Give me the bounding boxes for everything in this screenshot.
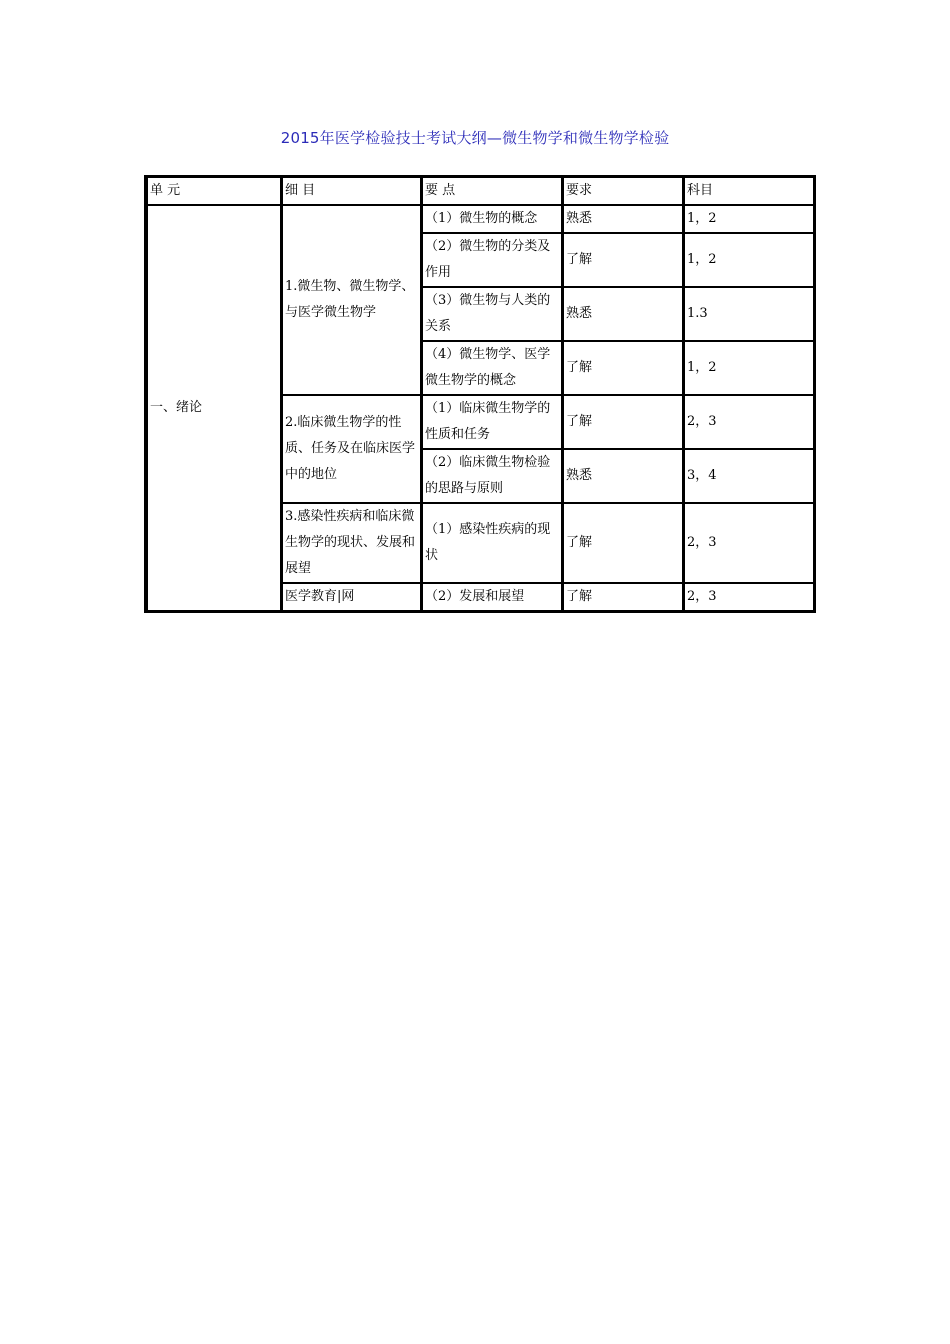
requirement-cell: 了解 — [562, 583, 683, 611]
page-title: 2015年医学检验技士考试大纲—微生物学和微生物学检验 — [280, 129, 670, 147]
unit-cell: 一、绪论 — [146, 205, 281, 611]
table-header-row — [146, 177, 814, 205]
point-cell: （3）微生物与人类的关系 — [421, 287, 562, 341]
requirement-cell: 熟悉 — [562, 205, 683, 233]
point-cell: （1）感染性疾病的现状 — [421, 503, 562, 583]
header-subject: 科目 — [683, 177, 814, 205]
header-detail: 细 目 — [281, 177, 421, 205]
point-cell: （4）微生物学、医学微生物学的概念 — [421, 341, 562, 395]
subject-cell: 2，3 — [683, 503, 814, 583]
requirement-cell: 了解 — [562, 233, 683, 287]
requirement-cell: 了解 — [562, 341, 683, 395]
header-requirement: 要求 — [562, 177, 683, 205]
detail-cell: 2.临床微生物学的性质、任务及在临床医学中的地位 — [281, 395, 421, 503]
detail-cell: 医学教育|网 — [281, 583, 421, 611]
requirement-cell: 熟悉 — [562, 449, 683, 503]
subject-cell: 1，2 — [683, 341, 814, 395]
point-cell: （2）微生物的分类及作用 — [421, 233, 562, 287]
subject-cell: 1.3 — [683, 287, 814, 341]
subject-cell: 1，2 — [683, 205, 814, 233]
subject-cell: 3，4 — [683, 449, 814, 503]
detail-cell: 1.微生物、微生物学、与医学微生物学 — [281, 205, 421, 395]
point-cell: （1）微生物的概念 — [421, 205, 562, 233]
syllabus-table — [144, 175, 816, 613]
subject-cell: 2，3 — [683, 395, 814, 449]
table-row — [146, 205, 814, 233]
requirement-cell: 了解 — [562, 395, 683, 449]
detail-cell: 3.感染性疾病和临床微生物学的现状、发展和展望 — [281, 503, 421, 583]
header-unit: 单 元 — [146, 177, 281, 205]
requirement-cell: 熟悉 — [562, 287, 683, 341]
requirement-cell: 了解 — [562, 503, 683, 583]
header-point: 要 点 — [421, 177, 562, 205]
subject-cell: 1，2 — [683, 233, 814, 287]
point-cell: （1）临床微生物学的性质和任务 — [421, 395, 562, 449]
subject-cell: 2，3 — [683, 583, 814, 611]
point-cell: （2）发展和展望 — [421, 583, 562, 611]
point-cell: （2）临床微生物检验的思路与原则 — [421, 449, 562, 503]
